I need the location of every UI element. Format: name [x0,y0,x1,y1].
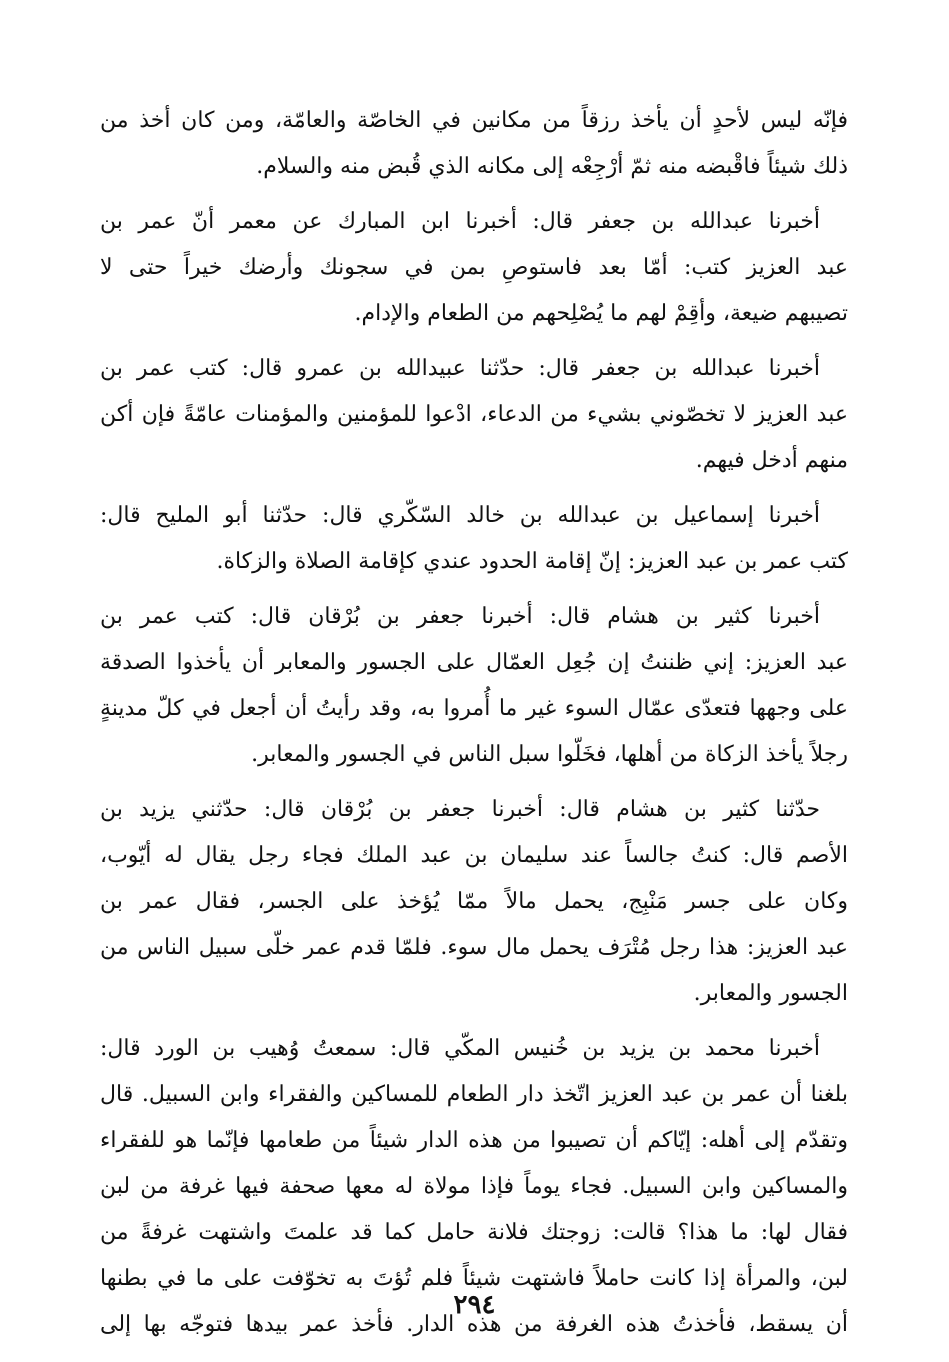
text-line: فإنّه ليس لأحدٍ أن يأخذ رزقاً من مكانين في الخاصّة والعامّة، ومن كان أخذ من [100,108,848,133]
paragraph [100,199,848,337]
text-line: عبد العزيز: إني ظننتُ إن جُعِل العمّال على الجسور والمعابر أن يأخذوا الصدقة [100,650,848,675]
text-line: وتقدّم إلى أهله: إيّاكم أن تصيبوا من هذه الدار شيئاً من طعامها فإنّما هو للفقراء [100,1128,848,1153]
text-line: الأصم قال: كنتُ جالساً عند سليمان بن عبد الملك فجاء رجل يقال له أيّوب، [100,843,848,868]
text-line: أخبرنا عبدالله بن جعفر قال: أخبرنا ابن المبارك عن معمر أنّ عمر بن [100,209,820,234]
text-line: بلغنا أن عمر بن عبد العزيز اتّخذ دار الطعام للمساكين والفقراء وابن السبيل. قال [100,1082,848,1107]
paragraph [100,346,848,484]
text-line: حدّثنا كثير بن هشام قال: أخبرنا جعفر بن بُرْقان قال: حدّثني يزيد بن [100,797,820,822]
paragraph [100,98,848,190]
text-line: كتب عمر بن عبد العزيز: إنّ إقامة الحدود عندي كإقامة الصلاة والزكاة. [216,549,848,574]
paragraph [100,787,848,1017]
text-line: على وجهها فتعدّى عمّال السوء غير ما أُمروا به، وقد رأيتُ أن أجعل في كلّ مدينةٍ [100,696,848,721]
document-body [100,98,848,1357]
text-line: والمساكين وابن السبيل. فجاء يوماً فإذا مولاة له معها صحفة فيها غرفة من لبن [100,1174,848,1199]
text-line: أخبرنا إسماعيل بن عبدالله بن خالد السّكّري قال: حدّثنا أبو المليح قال: [100,503,820,528]
text-line: أخبرنا محمد بن يزيد بن خُنيس المكّي قال: سمعتُ وُهيب بن الورد قال: [100,1036,820,1061]
text-line: لبن، والمرأة إذا كانت حاملاً فاشتهت شيئاً فلم تُؤتَ به تخوّفت على ما في بطنها [100,1266,848,1291]
text-line: عبد العزيز لا تخصّوني بشيء من الدعاء، ادْعوا للمؤمنين والمؤمنات عامّةً فإن أكن [100,402,848,427]
text-line: أن يسقط، فأخذتُ هذه الغرفة من هذه الدار. فأخذ عمر بيدها فتوجّه بها إلى [100,1312,848,1337]
text-line: عبد العزيز كتب: أمّا بعد فاستوصِ بمن في سجونك وأرضك خيراً حتى لا [100,255,848,280]
text-line: ذلك شيئاً فاقْبضه منه ثمّ أرْجِعْه إلى مكانه الذي قُبض منه والسلام. [256,154,848,179]
text-line: تصيبهم ضيعة، وأقِمْ لهم ما يُصْلِحهم من الطعام والإدام. [354,301,848,326]
text-line: منهم أدخل فيهم. [695,448,848,473]
text-line: رجلاً يأخذ الزكاة من أهلها، فخَلّوا سبل الناس في الجسور والمعابر. [251,742,848,767]
text-line: أخبرنا كثير بن هشام قال: أخبرنا جعفر بن بُرْقان قال: كتب عمر بن [100,604,820,629]
text-line: وكان على جسر مَنْبِج، يحمل مالاً ممّا يُؤخذ على الجسر، فقال عمر بن [100,889,848,914]
paragraph [100,493,848,585]
paragraph [100,594,848,778]
text-line: أخبرنا عبدالله بن جعفر قال: حدّثنا عبيدالله بن عمرو قال: كتب عمر بن [100,356,820,381]
text-line: الجسور والمعابر. [693,981,848,1006]
text-line: فقال لها: ما هذا؟ قالت: زوجتك فلانة حامل كما قد علمتَ واشتهت غرفةً من [100,1220,848,1245]
text-line: عبد العزيز: هذا رجل مُتْرَف يحمل مال سوء. فلمّا قدم عمر خلّى سبيل الناس من [100,935,848,960]
page-number: ٢٩٤ [453,1290,496,1320]
